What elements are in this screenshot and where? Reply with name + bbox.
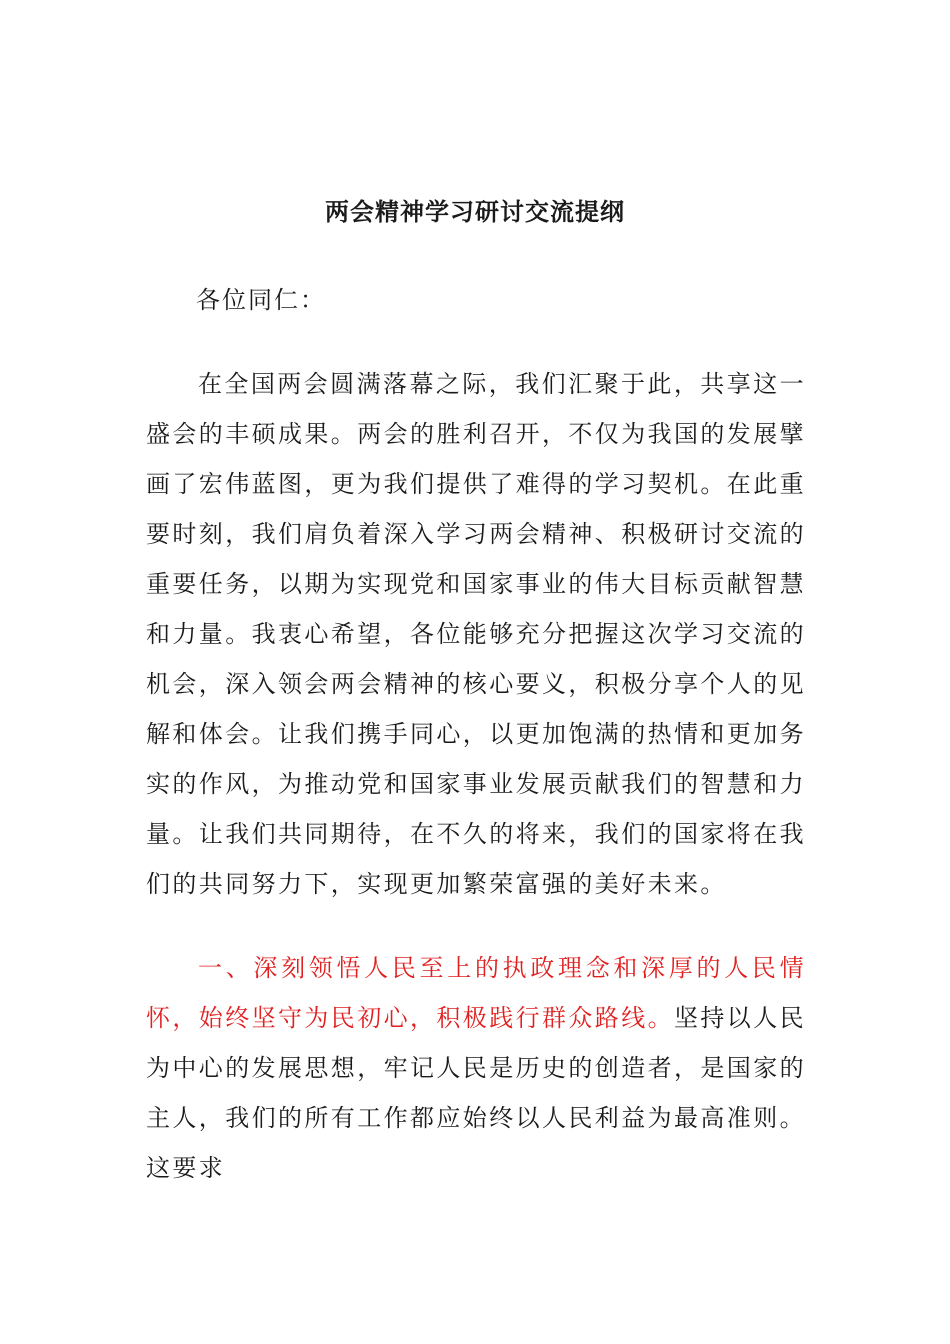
section-1-paragraph: [146, 943, 806, 1193]
section-1-body: 坚持以人民为中心的发展思想，牢记人民是历史的创造者，是国家的主人，我们的所有工作都应始终以人民利益为最高准则。这要求: [146, 1004, 806, 1182]
document-title: 两会精神学习研讨交流提纲: [325, 197, 625, 226]
section-1-heading: 一、深刻领悟人民至上的执政理念和深厚的人民情怀，始终坚守为民初心，积极践行群众路线。: [146, 954, 806, 1032]
intro-paragraph: 在全国两会圆满落幕之际，我们汇聚于此，共享这一盛会的丰硕成果。两会的胜利召开，不仅为我国的发展擘画了宏伟蓝图，更为我们提供了难得的学习契机。在此重要时刻，我们肩负着深入学习两会精神、积极研讨交流的重要任务，以期为实现党和国家事业的伟大目标贡献智慧和力量。我衷心希望，各位能够充分把握这次学习交流的机会，深入领会两会精神的核心要义，积极分享个人的见解和体会。让我们携手同心，以更加饱满的热情和更加务实的作风，为推动党和国家事业发展贡献我们的智慧和力量。让我们共同期待，在不久的将来，我们的国家将在我们的共同努力下，实现更加繁荣富强的美好未来。: [146, 370, 806, 898]
greeting: 各位同仁：: [196, 286, 326, 314]
